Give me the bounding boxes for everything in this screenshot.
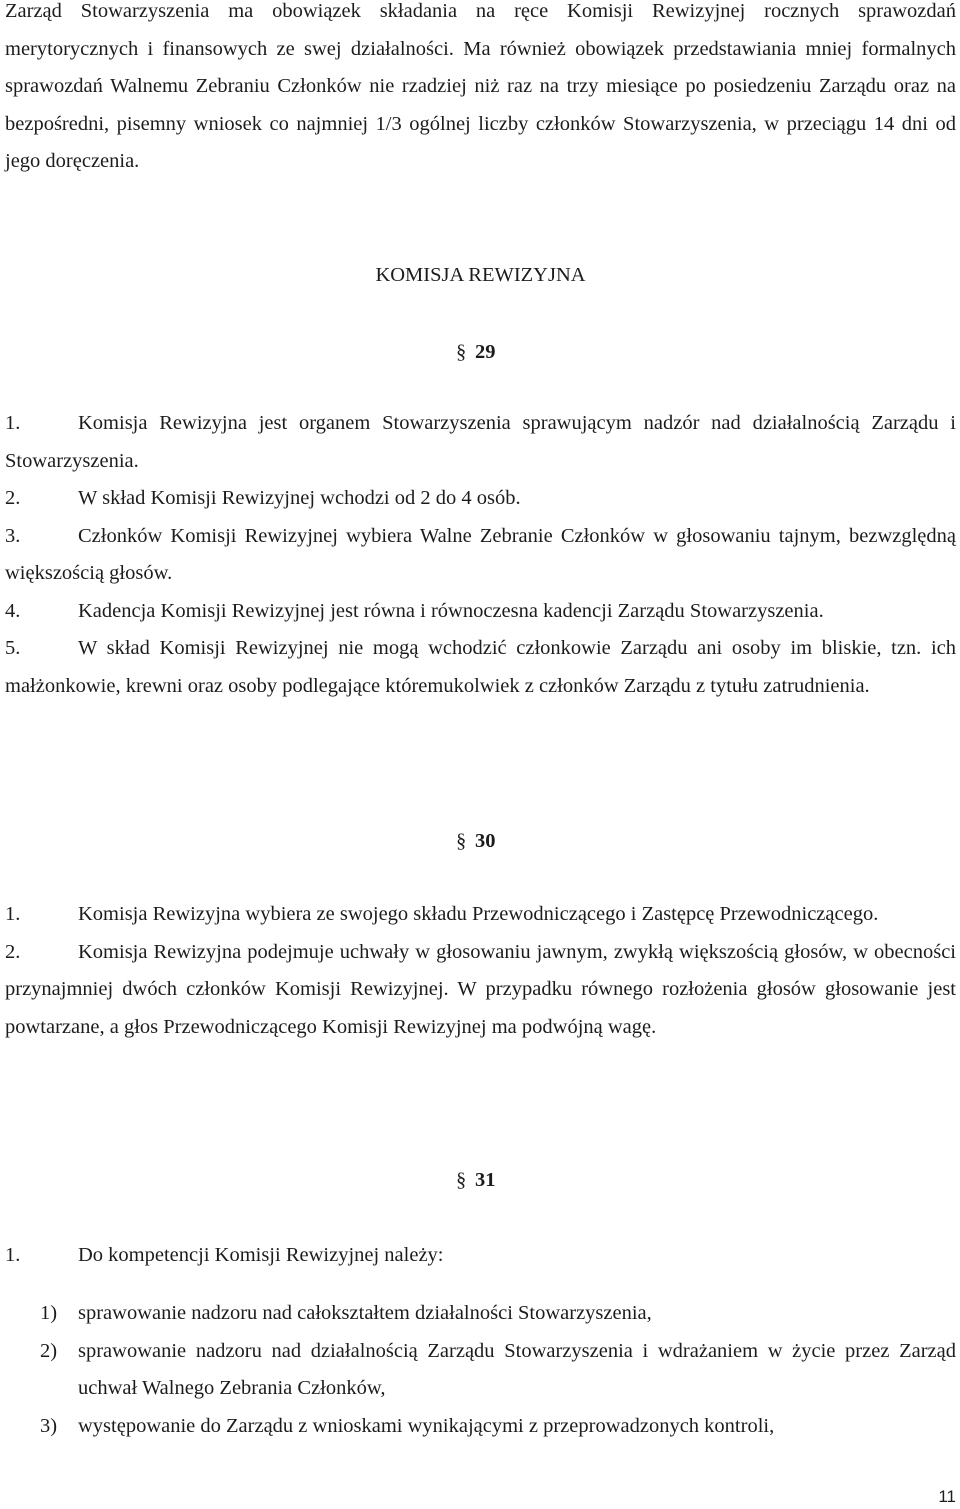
section-30-paragraph-2: [5, 934, 956, 1047]
list-item: [5, 1408, 956, 1446]
section-29-paragraph-3: [5, 518, 956, 593]
section-symbol: §: [456, 830, 467, 852]
paragraph-number: 2.: [5, 487, 21, 509]
intro-paragraph: Zarząd Stowarzyszenia ma obowiązek składania na ręce Komisji Rewizyjnej rocznych sprawozdań merytorycznych i finansowych ze swej działalności. Ma również obowiązek przedstawiania mniej formalnych sprawozdań Walnemu Zebraniu Członków nie rzadziej niż raz na trzy miesiące po posiedzeniu Zarządu oraz na bezpośredni, pisemny wniosek co najmniej 1/3 ogólnej liczby członków Stowarzyszenia, w przeciągu 14 dni od jego doręczenia.: [5, 0, 956, 172]
section-29-body: [5, 405, 956, 705]
section-30-paragraph-1: [5, 896, 956, 934]
section-31-body: [5, 1237, 956, 1275]
section-29-paragraph-4: [5, 593, 956, 631]
list-item-text: występowanie do Zarządu z wnioskami wynikającymi z przeprowadzonych kontroli,: [78, 1414, 775, 1437]
paragraph-number: 3.: [5, 524, 21, 547]
list-item: [5, 1295, 956, 1333]
section-symbol: §: [456, 1169, 467, 1191]
section-30-body: [5, 896, 956, 1046]
paragraph-number: 5.: [5, 637, 21, 659]
paragraph-number: 2.: [5, 940, 21, 963]
list-item-text: sprawowanie nadzoru nad działalnością Zarządu Stowarzyszenia i wdrażaniem w życie przez Zarząd uchwał Walnego Zebrania Członków,: [78, 1339, 956, 1399]
section-29-paragraph-2: [5, 480, 956, 518]
paragraph-number: 1.: [5, 412, 21, 434]
chapter-title: KOMISJA REWIZYJNA: [375, 264, 586, 286]
section-number: 31: [475, 1169, 496, 1191]
list-item-number: 3): [40, 1414, 58, 1437]
paragraph-text: Komisja Rewizyjna wybiera ze swojego składu Przewodniczącego i Zastępcę Przewodniczącego.: [78, 903, 879, 925]
list-item-text: sprawowanie nadzoru nad całokształtem działalności Stowarzyszenia,: [78, 1302, 652, 1324]
paragraph-text: Komisja Rewizyjna podejmuje uchwały w głosowaniu jawnym, zwykłą większością głosów, w obecności przynajmniej dwóch członków Komisji Rewizyjnej. W przypadku równego rozłożenia głosów głosowanie jest powtarzane, a głos Przewodniczącego Komisji Rewizyjnej ma podwójną wagę.: [5, 940, 956, 1038]
paragraph-text: W skład Komisji Rewizyjnej wchodzi od 2 do 4 osób.: [78, 487, 521, 509]
paragraph-text: Komisja Rewizyjna jest organem Stowarzyszenia sprawującym nadzór nad działalnością Zarządu i Stowarzyszenia.: [5, 412, 956, 472]
paragraph-number: 1.: [5, 1244, 21, 1266]
paragraph-text: W skład Komisji Rewizyjnej nie mogą wchodzić członkowie Zarządu ani osoby im bliskie, tzn. ich małżonkowie, krewni oraz osoby podlegające któremukolwiek z członków Zarządu z tytułu zatrudnienia.: [5, 637, 956, 697]
paragraph-text: Członków Komisji Rewizyjnej wybiera Walne Zebranie Członków w głosowaniu tajnym, bezwzględną większością głosów.: [5, 524, 956, 584]
section-29-paragraph-1: [5, 405, 956, 480]
section-29-paragraph-5: [5, 630, 956, 705]
paragraph-text: Kadencja Komisji Rewizyjnej jest równa i równoczesna kadencji Zarządu Stowarzyszenia.: [78, 599, 824, 622]
list-item-number: 1): [40, 1302, 58, 1324]
page-number: 11: [938, 1487, 956, 1506]
list-item-number: 2): [40, 1339, 58, 1362]
section-number: 29: [475, 341, 496, 363]
paragraph-text: Do kompetencji Komisji Rewizyjnej należy:: [78, 1244, 444, 1266]
paragraph-number: 4.: [5, 599, 21, 622]
section-number: 30: [475, 830, 496, 852]
paragraph-number: 1.: [5, 903, 21, 925]
competence-list: [5, 1295, 956, 1445]
section-31-paragraph-1: [5, 1237, 956, 1275]
list-item: [5, 1333, 956, 1408]
section-symbol: §: [456, 341, 467, 363]
